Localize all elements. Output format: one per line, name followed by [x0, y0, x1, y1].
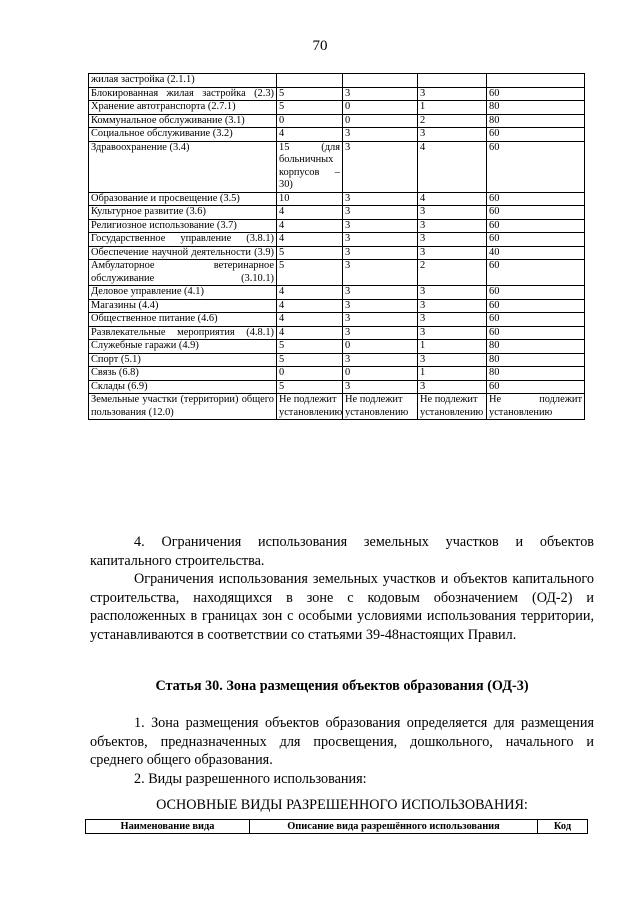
table-cell: 4: [277, 219, 343, 233]
column-header: Код: [538, 820, 588, 834]
table-cell-name: Деловое управление (4.1): [89, 286, 277, 300]
table-row: [89, 87, 585, 101]
zone-parameters-table: [88, 73, 585, 420]
table-cell: 40: [487, 246, 585, 260]
paragraph: Ограничения использования земельных участков и объектов капитального строительства, находящихся в зоне с кодовым обозначением (ОД-2) и расположенных в границах зон с особыми условиями использования территории, устанавливаются в соответствии со статьями 39-48настоящих Правил.: [90, 571, 594, 643]
table-row: [89, 326, 585, 340]
table-cell: 4: [277, 286, 343, 300]
table-cell: 3: [418, 380, 487, 394]
table-cell: 3: [343, 246, 418, 260]
table-cell: 4: [277, 313, 343, 327]
table-cell-name: Коммунальное обслуживание (3.1): [89, 114, 277, 128]
table-cell: 1: [418, 101, 487, 115]
table-cell: 3: [418, 286, 487, 300]
table-cell: 3: [343, 192, 418, 206]
table-cell-name: Развлекательные мероприятия (4.8.1): [89, 326, 277, 340]
table-cell: [277, 74, 343, 88]
table-cell-name: Здравоохранение (3.4): [89, 141, 277, 192]
table-cell: 2: [418, 114, 487, 128]
table-cell-name: Государственное управление (3.8.1): [89, 233, 277, 247]
table-cell: 4: [418, 141, 487, 192]
table-cell: 3: [343, 87, 418, 101]
table-row: [89, 367, 585, 381]
column-header: Описание вида разрешённого использования: [250, 820, 538, 834]
table-row: [89, 340, 585, 354]
table-cell-name: Хранение автотранспорта (2.7.1): [89, 101, 277, 115]
table-cell: 3: [343, 206, 418, 220]
table-cell: Не подлежит установлению: [418, 394, 487, 420]
table-row: [89, 260, 585, 286]
table-cell: 3: [343, 219, 418, 233]
table-cell: 60: [487, 286, 585, 300]
table-row: [89, 286, 585, 300]
table-cell: 60: [487, 87, 585, 101]
table-cell: 5: [277, 353, 343, 367]
table-cell: 60: [487, 233, 585, 247]
table-row: [89, 128, 585, 142]
table-cell: 0: [343, 340, 418, 354]
table-cell: 60: [487, 192, 585, 206]
table-cell: 5: [277, 380, 343, 394]
table-cell: [343, 74, 418, 88]
table-row: [89, 114, 585, 128]
table-cell: 3: [343, 380, 418, 394]
table-cell: 80: [487, 367, 585, 381]
table-cell: 0: [277, 114, 343, 128]
table-cell: 80: [487, 340, 585, 354]
table-cell: 60: [487, 299, 585, 313]
paragraph: 2. Виды разрешенного использования:: [134, 770, 367, 787]
table-cell-name: Культурное развитие (3.6): [89, 206, 277, 220]
table-cell: 4: [418, 192, 487, 206]
table-cell: 80: [487, 101, 585, 115]
table-cell: [487, 74, 585, 88]
table-cell-name: Общественное питание (4.6): [89, 313, 277, 327]
table-cell: 3: [418, 353, 487, 367]
table-row: [89, 313, 585, 327]
table-cell-name: Служебные гаражи (4.9): [89, 340, 277, 354]
table-cell: 4: [277, 233, 343, 247]
table-header-row: [86, 820, 588, 834]
table-cell: 3: [343, 353, 418, 367]
table-cell: 3: [418, 233, 487, 247]
section-4-text: [90, 533, 594, 645]
paragraph: 4. Ограничения использования земельных участков и объектов капитального строительства.: [90, 534, 594, 569]
table-cell: 60: [487, 326, 585, 340]
main-types-title: ОСНОВНЫЕ ВИДЫ РАЗРЕШЕННОГО ИСПОЛЬЗОВАНИЯ:: [156, 797, 528, 813]
table-cell-name: Склады (6.9): [89, 380, 277, 394]
table-cell: 60: [487, 141, 585, 192]
table-cell: 4: [277, 206, 343, 220]
table-cell: 3: [343, 313, 418, 327]
table-cell: 15 (для больничных корпусов – 30): [277, 141, 343, 192]
table-cell-name: Образование и просвещение (3.5): [89, 192, 277, 206]
table-cell: [418, 74, 487, 88]
table-cell: 0: [343, 101, 418, 115]
table-row: [89, 192, 585, 206]
table-cell: 3: [418, 206, 487, 220]
table-cell: 3: [343, 128, 418, 142]
table-cell: 3: [343, 233, 418, 247]
table-row: [89, 101, 585, 115]
table-cell-name: Амбулаторное ветеринарное обслуживание (3.10.1): [89, 260, 277, 286]
table-row: [89, 219, 585, 233]
table-cell: 60: [487, 219, 585, 233]
table-cell-name: Социальное обслуживание (3.2): [89, 128, 277, 142]
table-cell: 5: [277, 340, 343, 354]
table-cell: Не подлежит установлению: [277, 394, 343, 420]
page-number: 70: [312, 38, 328, 54]
table-cell: 60: [487, 380, 585, 394]
table-cell: 10: [277, 192, 343, 206]
table-cell: Не подлежит установлению: [487, 394, 585, 420]
table-cell: 1: [418, 340, 487, 354]
table-cell: 3: [343, 299, 418, 313]
table-cell: 60: [487, 260, 585, 286]
table-cell: 60: [487, 206, 585, 220]
table-cell: 4: [277, 326, 343, 340]
paragraph: 1. Зона размещения объектов образования определяется для размещения объектов, предназначенных для просвещения, дошкольного, начального и среднего общего образования.: [90, 715, 594, 769]
table-cell: 3: [418, 299, 487, 313]
table-cell: 80: [487, 114, 585, 128]
table-cell-name: Обеспечение научной деятельности (3.9): [89, 246, 277, 260]
table-cell: 5: [277, 260, 343, 286]
table-row: [89, 206, 585, 220]
article-text: [90, 714, 594, 788]
table-cell: 3: [418, 128, 487, 142]
table-cell-name: Религиозное использование (3.7): [89, 219, 277, 233]
table-cell: 80: [487, 353, 585, 367]
table-cell-name: Земельные участки (территории) общего пользования (12.0): [89, 394, 277, 420]
table-cell: 3: [343, 326, 418, 340]
table-cell: 60: [487, 128, 585, 142]
table-row: [89, 299, 585, 313]
table-row: [89, 353, 585, 367]
table-cell-name: жилая застройка (2.1.1): [89, 74, 277, 88]
table-row: [89, 141, 585, 192]
column-header: Наименование вида: [86, 820, 250, 834]
table-cell: 60: [487, 313, 585, 327]
table-row: [89, 394, 585, 420]
table-cell: 0: [343, 114, 418, 128]
table-cell-name: Блокированная жилая застройка (2.3): [89, 87, 277, 101]
table-cell: 3: [418, 246, 487, 260]
table-cell: 3: [343, 260, 418, 286]
table-cell: 3: [418, 313, 487, 327]
table-cell: 2: [418, 260, 487, 286]
table-cell: Не подлежит установлению: [343, 394, 418, 420]
table-cell: 3: [418, 219, 487, 233]
table-row: [89, 380, 585, 394]
table-cell: 4: [277, 299, 343, 313]
table-cell: 3: [343, 286, 418, 300]
table-cell: 5: [277, 101, 343, 115]
types-table-header: [85, 819, 588, 834]
article-heading: Статья 30. Зона размещения объектов образования (ОД-3): [155, 678, 529, 694]
table-cell: 0: [343, 367, 418, 381]
table-cell: 3: [343, 141, 418, 192]
table-cell-name: Магазины (4.4): [89, 299, 277, 313]
table-cell-name: Связь (6.8): [89, 367, 277, 381]
table-cell-name: Спорт (5.1): [89, 353, 277, 367]
table-cell: 5: [277, 87, 343, 101]
table-cell: 1: [418, 367, 487, 381]
table-cell: 4: [277, 128, 343, 142]
table-row: [89, 233, 585, 247]
table-row: [89, 246, 585, 260]
table-cell: 3: [418, 326, 487, 340]
table-cell: 0: [277, 367, 343, 381]
table-row: [89, 74, 585, 88]
table-cell: 3: [418, 87, 487, 101]
table-cell: 5: [277, 246, 343, 260]
